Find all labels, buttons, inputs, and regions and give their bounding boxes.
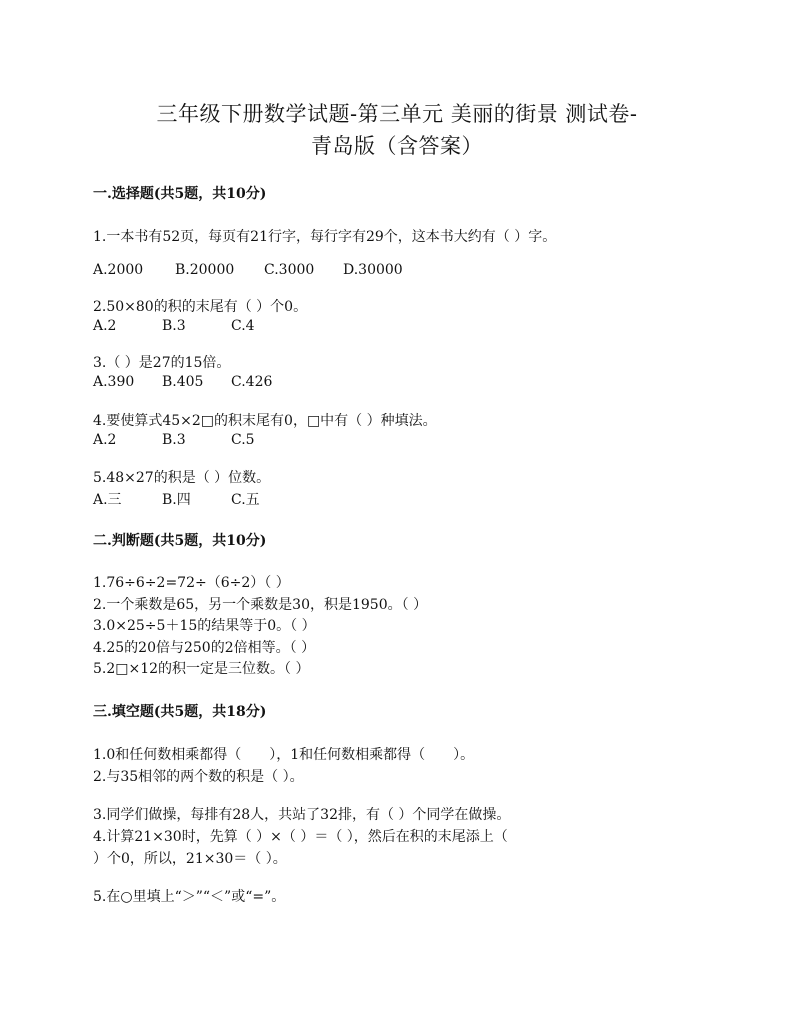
section3-item: 2.与35相邻的两个数的积是（ ）。: [93, 769, 304, 785]
option-d: D.30000: [343, 262, 403, 278]
section1-q1-options: [93, 262, 403, 278]
option-b: B.405: [162, 374, 204, 390]
section1-q5: 5.48×27的积是（ ）位数。: [93, 470, 271, 486]
section3-item-cont: ）个0，所以，21×30＝（ ）。: [93, 851, 287, 867]
section1-q2: 2.50×80的积的末尾有（ ）个0。: [93, 299, 308, 315]
section1-q3-options: [93, 374, 272, 390]
section2-heading: 二.判断题(共5题，共10分): [93, 533, 267, 549]
section1-q4-options: [93, 432, 255, 448]
section3-heading: 三.填空题(共5题，共18分): [93, 704, 267, 720]
option-c: C.426: [231, 374, 273, 390]
option-c: C.3000: [264, 262, 315, 278]
option-b: B.3: [162, 318, 186, 334]
section3-item: 5.在○里填上“＞”“＜”或“=”。: [93, 889, 286, 905]
option-b: B.20000: [175, 262, 235, 278]
section2-item: 1.76÷6÷2=72÷（6÷2）（ ）: [93, 575, 290, 591]
option-b: B.3: [162, 432, 186, 448]
option-a: A.2: [93, 432, 117, 448]
section1-heading: 一.选择题(共5题，共10分): [93, 186, 267, 202]
option-c: C.4: [231, 318, 255, 334]
option-a: A.2000: [93, 262, 144, 278]
section1-q3: 3.（ ）是27的15倍。: [93, 355, 231, 371]
section1-q4: 4.要使算式45×2□的积末尾有0，□中有（ ）种填法。: [93, 413, 437, 429]
section1-q1: 1.一本书有52页，每页有21行字，每行字有29个，这本书大约有（ ）字。: [93, 229, 557, 245]
section3-item: 1.0和任何数相乘都得（ ），1和任何数相乘都得（ ）。: [93, 747, 475, 763]
section1-q5-options: [93, 489, 260, 509]
section1-q2-options: [93, 318, 255, 334]
option-a: A.390: [93, 374, 135, 390]
section2-item: 5.2□×12的积一定是三位数。（ ）: [93, 661, 310, 677]
section2-item: 3.0×25÷5＋15的结果等于0。（ ）: [93, 618, 316, 634]
option-c: C.五: [231, 492, 260, 508]
option-c: C.5: [231, 432, 255, 448]
section3-item: 3.同学们做操，每排有28人，共站了32排，有（ ）个同学在做操。: [93, 807, 511, 823]
option-a: A.2: [93, 318, 117, 334]
section3-item: 4.计算21×30时，先算（ ）×（ ）＝（ ），然后在积的末尾添上（: [93, 829, 508, 845]
option-a: A.三: [93, 492, 122, 508]
doc-title-line1: 三年级下册数学试题-第三单元 美丽的街景 测试卷-: [156, 102, 638, 126]
option-b: B.四: [162, 492, 191, 508]
doc-title-line2: 青岛版（含答案）: [311, 134, 483, 158]
section2-item: 4.25的20倍与250的2倍相等。（ ）: [93, 640, 316, 656]
section2-item: 2.一个乘数是65，另一个乘数是30，积是1950。（ ）: [93, 597, 428, 613]
